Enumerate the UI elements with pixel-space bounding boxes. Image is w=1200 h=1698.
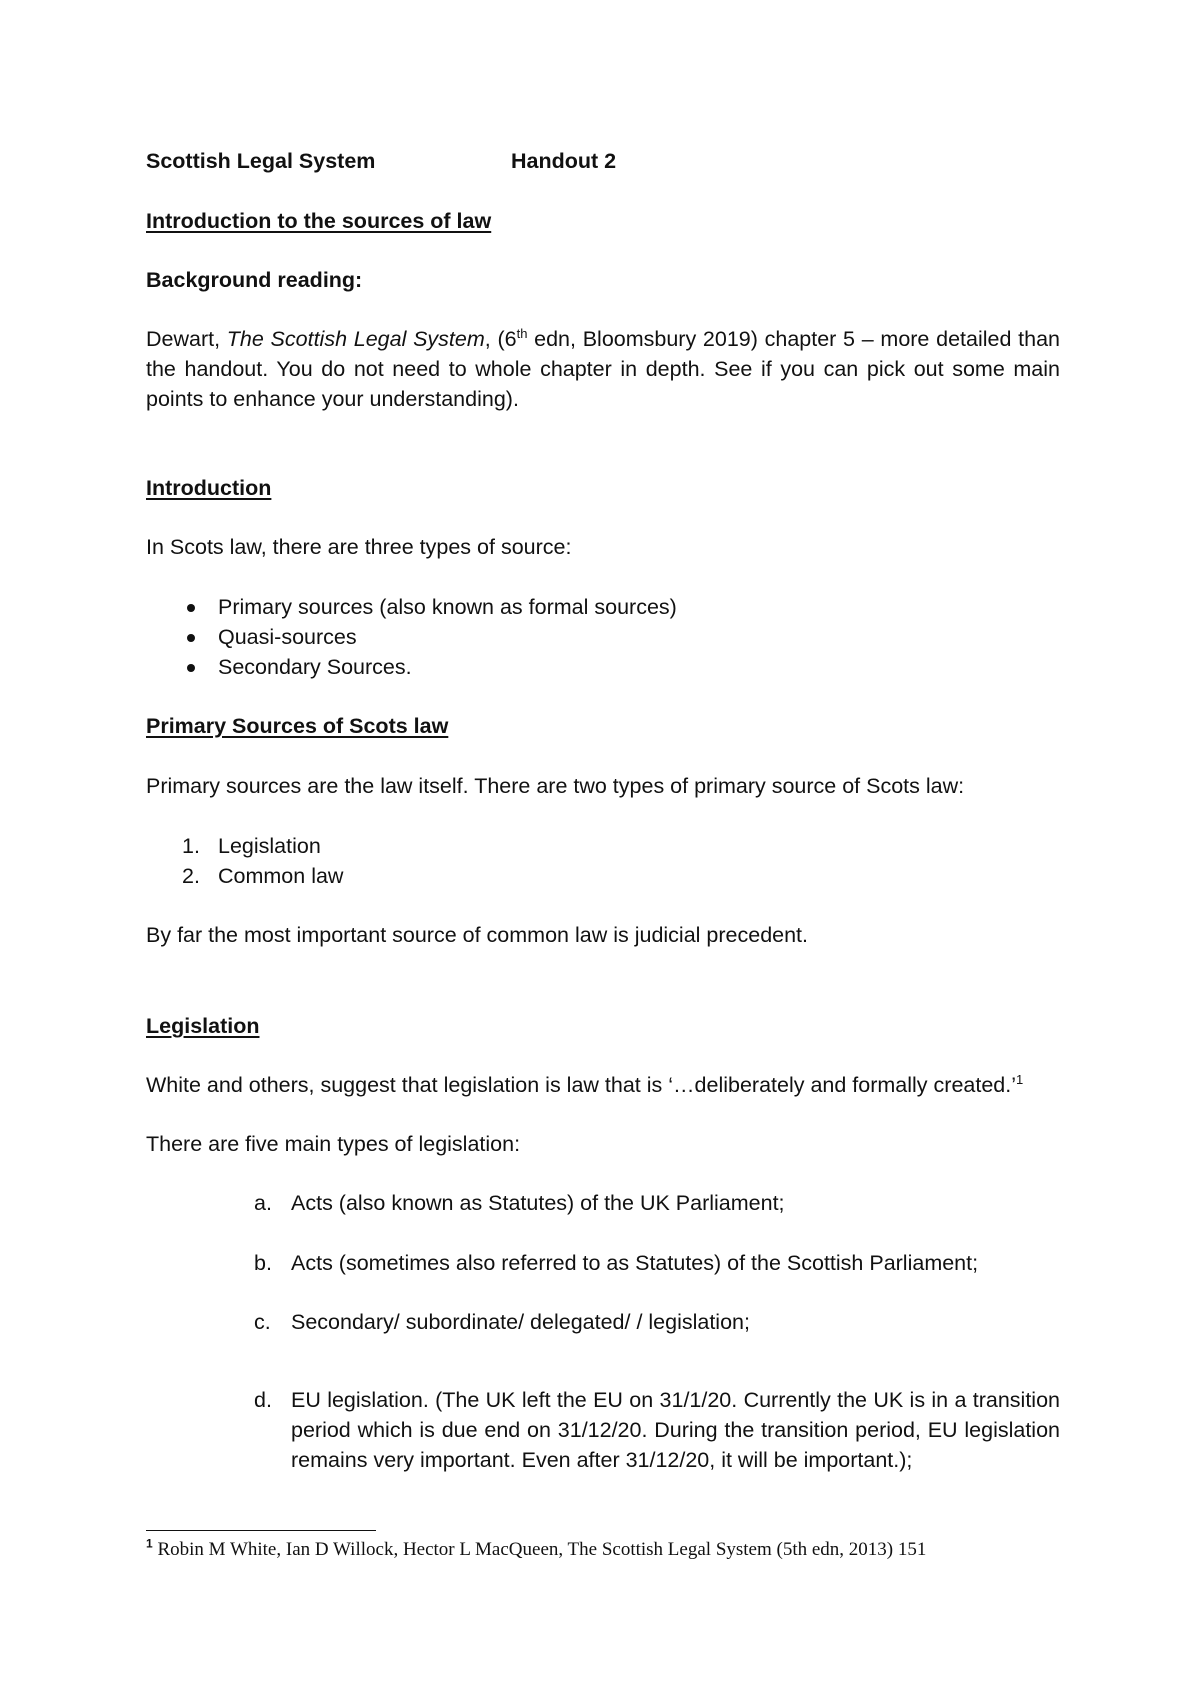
list-letter: d. (254, 1388, 272, 1412)
legislation-types-lead: There are five main types of legislation: (146, 1132, 521, 1156)
legislation-type-item: EU legislation. (The UK left the EU on 31/1/20. Currently the UK is in a transition period which is due end on 31/12/20. During the transition period, EU legislation remains very important. Even after 31/12/20, it will be important.); (291, 1388, 1060, 1472)
footnote-separator (146, 1530, 376, 1531)
bullet-icon (187, 664, 195, 672)
list-number: 1. (182, 834, 200, 858)
edition-superscript: th (516, 325, 528, 341)
primary-source-item: Legislation (218, 834, 321, 858)
course-title: Scottish Legal System (146, 149, 376, 173)
legislation-type-item: Acts (sometimes also referred to as Statutes) of the Scottish Parliament; (291, 1251, 979, 1275)
footnote-text: Robin M White, Ian D Willock, Hector L MacQueen, The Scottish Legal System (5th edn, 2013) 151 (152, 1539, 927, 1560)
primary-source-item: Common law (218, 864, 344, 888)
list-letter: b. (254, 1251, 272, 1275)
source-type-item: Primary sources (also known as formal sources) (218, 595, 677, 619)
list-letter: a. (254, 1191, 272, 1215)
bullet-icon (187, 634, 195, 642)
section-title: Introduction to the sources of law (146, 209, 492, 233)
bullet-icon (187, 604, 195, 612)
source-type-item: Secondary Sources. (218, 655, 412, 679)
handout-number: Handout 2 (511, 149, 617, 173)
background-reading-paragraph (146, 324, 1060, 414)
reading-edition-open: , (6 (484, 327, 517, 351)
legislation-quote: White and others, suggest that legislation is law that is ‘…deliberately and formally created.’ (146, 1073, 1016, 1097)
legislation-definition (146, 1070, 1023, 1100)
legislation-heading: Legislation (146, 1014, 260, 1038)
legislation-type-item: Secondary/ subordinate/ delegated/ / legislation; (291, 1310, 750, 1334)
common-law-note: By far the most important source of common law is judicial precedent. (146, 923, 809, 947)
primary-sources-heading: Primary Sources of Scots law (146, 714, 449, 738)
background-reading-heading: Background reading: (146, 268, 363, 292)
source-type-item: Quasi-sources (218, 625, 357, 649)
introduction-lead: In Scots law, there are three types of source: (146, 535, 572, 559)
primary-sources-lead: Primary sources are the law itself. There are two types of primary source of Scots law: (146, 774, 965, 798)
list-letter: c. (254, 1310, 271, 1334)
reading-book-title: The Scottish Legal System (226, 327, 485, 351)
footnote (146, 1537, 926, 1563)
reading-edition-rest: edn, Bloomsbury 2019) chapter 5 – more detailed than the handout. You do not need to whole chapter in depth. See if you can pick out some main points to enhance your understanding). (146, 327, 1060, 411)
legislation-type-item: Acts (also known as Statutes) of the UK Parliament; (291, 1191, 785, 1215)
introduction-heading: Introduction (146, 476, 272, 500)
list-number: 2. (182, 864, 200, 888)
reading-author: Dewart, (146, 327, 227, 351)
footnote-number: 1 (146, 1536, 153, 1551)
footnote-reference: 1 (1016, 1071, 1024, 1087)
